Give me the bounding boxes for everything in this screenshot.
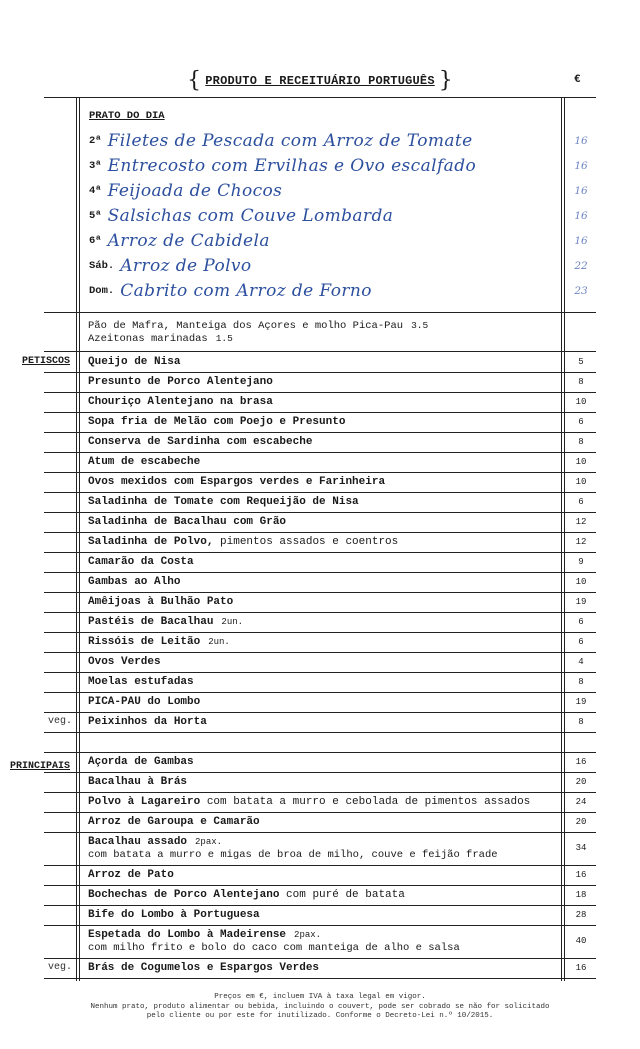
menu-item-quantity: 2un. [208,637,230,647]
menu-item-name [88,356,180,368]
menu-item-title: Saladinha de Tomate com Requeijão de Nisa [88,496,359,508]
menu-item-name [88,676,194,688]
menu-item-price: 12 [575,517,587,527]
menu-item-name [88,596,233,608]
prato-do-dia-price: 16 [574,135,588,147]
currency-symbol: € [574,74,581,86]
menu-item-price: 20 [575,817,587,827]
menu-item-price: 8 [578,677,584,687]
menu-item-title: Bacalhau à Brás [88,776,188,788]
prato-do-dia-item [89,181,282,203]
legal-footer [0,993,640,1022]
prato-do-dia-item [89,131,473,153]
menu-item-price: 16 [575,870,587,880]
menu-title-text: PRODUTO E RECEITUÁRIO PORTUGUÊS [205,74,435,88]
menu-item-subdescription: com milho frito e bolo do caco com manteiga de alho e salsa [88,942,460,954]
menu-item-name [88,636,230,648]
menu-item-name [88,909,260,921]
extra-price: 1.5 [215,333,233,344]
prato-do-dia-dish: Entrecosto com Ervilhas e Ovo escalfado [107,156,477,176]
menu-item-name [88,376,273,388]
prato-do-dia-day: 6ª [89,235,102,247]
menu-item-description: com batata a murro e cebolada de pimentos assados [200,796,531,808]
menu-item-price: 40 [575,936,587,946]
row-rule [44,978,596,979]
row-rule [44,512,596,513]
row-rule [44,492,596,493]
menu-item-price: 6 [578,617,584,627]
menu-item-price: 18 [575,890,587,900]
extra-text: Pão de Mafra, Manteiga dos Açores e molho Pica-Pau [88,320,404,332]
menu-item-name [88,396,273,408]
row-rule [44,452,596,453]
menu-item-title: Sopa fria de Melão com Poejo e Presunto [88,416,346,428]
prato-do-dia-label: PRATO DO DIA [89,110,165,122]
extra-price: 3.5 [411,320,429,331]
menu-item-name [88,616,243,628]
prato-do-dia-item [89,256,252,278]
menu-item-title: Camarão da Costa [88,556,194,568]
menu-item-name [88,756,194,768]
prato-do-dia-day: Sáb. [89,260,115,272]
menu-item-title: Ovos mexidos com Espargos verdes e Farinheira [88,476,386,488]
extra-text: Azeitonas marinadas [88,333,208,345]
row-rule [44,732,596,733]
menu-item-name [88,929,321,941]
menu-item-title: Arroz de Garoupa e Camarão [88,816,260,828]
menu-item-name [88,656,161,668]
prato-do-dia-day: 4ª [89,185,102,197]
menu-item-price: 10 [575,457,587,467]
menu-item-title: Saladinha de Polvo, [88,536,214,548]
row-rule [44,925,596,926]
menu-item-description: pimentos assados e coentros [213,536,399,548]
prato-do-dia-dish: Filetes de Pescada com Arroz de Tomate [107,131,473,151]
menu-item-title: Peixinhos da Horta [88,716,207,728]
menu-item-title: Gambas ao Alho [88,576,181,588]
menu-title [0,68,640,93]
row-rule [44,958,596,959]
menu-item-price: 4 [578,657,584,667]
extra-item [88,320,428,332]
menu-item-name [88,796,530,808]
footer-line-2: Nenhum prato, produto alimentar ou bebida, incluindo o couvert, pode ser cobrado se não for solicitado [90,1002,550,1011]
footer-line-3: pelo cliente ou por este for inutilizado. Conforme o Decreto-Lei n.º 10/2015. [146,1012,494,1020]
menu-item-quantity: 2pax. [195,837,223,847]
prato-do-dia-item [89,281,372,303]
menu-item-name [88,436,312,448]
menu-item-name [88,816,260,828]
menu-item-title: Amêijoas à Bulhão Pato [88,596,234,608]
prato-do-dia-price: 16 [574,235,588,247]
right-double-line-b [564,97,565,981]
menu-item-price: 8 [578,717,584,727]
menu-item-price: 8 [578,437,584,447]
menu-item-name [88,696,200,708]
menu-item-price: 10 [575,577,587,587]
row-rule [44,905,596,906]
brace-open: { [187,68,202,93]
prato-do-dia-day: 2ª [89,135,102,147]
prato-do-dia-price: 16 [574,185,588,197]
menu-item-name [88,836,222,848]
row-rule [44,812,596,813]
prato-do-dia-day: 5ª [89,210,102,222]
row-rule [44,832,596,833]
menu-item-title: Bacalhau assado [88,836,188,848]
row-rule [44,792,596,793]
row-rule [44,572,596,573]
menu-item-name [88,416,345,428]
menu-item-price: 19 [575,697,587,707]
top-rule [44,97,596,98]
brace-close: } [438,68,453,93]
prato-do-dia-dish: Arroz de Polvo [120,256,252,276]
prato-do-dia-dish: Feijoada de Chocos [107,181,283,201]
row-rule [44,472,596,473]
prato-do-dia-price: 22 [574,260,588,272]
prato-do-dia-day: Dom. [89,285,115,297]
menu-item-title: Polvo à Lagareiro [88,796,201,808]
row-rule [44,692,596,693]
menu-item-subdescription: com batata a murro e migas de broa de milho, couve e feijão frade [88,849,498,861]
menu-item-title: Pastéis de Bacalhau [88,616,214,628]
menu-item-price: 10 [575,397,587,407]
prato-do-dia-day: 3ª [89,160,102,172]
prato-do-dia-item [89,156,476,178]
prato-do-dia-dish: Cabrito com Arroz de Forno [120,281,372,301]
menu-item-name [88,776,187,788]
prato-do-dia-price: 16 [574,210,588,222]
principais-label: PRINCIPAIS [10,761,71,772]
row-rule [44,652,596,653]
menu-item-title: Queijo de Nisa [88,356,181,368]
extras-bottom-rule [44,351,596,352]
menu-item-name [88,716,207,728]
menu-item-title: Rissóis de Leitão [88,636,201,648]
menu-item-price: 9 [578,557,584,567]
prato-do-dia-item [89,231,270,253]
menu-item-name [88,556,194,568]
row-rule [44,392,596,393]
menu-item-price: 16 [575,757,587,767]
row-rule [44,592,596,593]
menu-item-title: Arroz de Pato [88,869,174,881]
menu-item-price: 34 [575,843,587,853]
menu-item-price: 28 [575,910,587,920]
menu-item-title: Bife do Lombo à Portuguesa [88,909,260,921]
menu-item-title: Brás de Cogumelos e Espargos Verdes [88,962,320,974]
menu-item-title: Espetada do Lombo à Madeirense [88,929,287,941]
menu-item-name [88,476,385,488]
menu-item-price: 12 [575,537,587,547]
row-rule [44,552,596,553]
menu-item-description: com puré de batata [279,889,405,901]
menu-item-name [88,889,405,901]
row-rule [44,772,596,773]
menu-item-quantity: 2un. [221,617,244,627]
row-rule [44,712,596,713]
menu-item-title: Presunto de Porco Alentejano [88,376,273,388]
row-rule [44,632,596,633]
row-rule [44,865,596,866]
row-rule [44,752,596,753]
menu-item-name [88,496,359,508]
menu-item-quantity: 2pax. [294,930,322,940]
menu-item-price: 6 [578,497,584,507]
footer-line-1: Preços em €, incluem IVA à taxa legal em vigor. [214,993,426,1001]
prato-do-dia-price: 16 [574,160,588,172]
menu-item-price: 5 [578,357,584,367]
menu-item-title: Saladinha de Bacalhau com Grão [88,516,287,528]
menu-item-price: 19 [575,597,587,607]
veg-tag: veg. [48,716,73,727]
row-rule [44,372,596,373]
menu-item-price: 24 [575,797,587,807]
menu-item-price: 6 [578,417,584,427]
menu-item-price: 8 [578,377,584,387]
menu-item-name [88,962,319,974]
menu-item-name [88,456,200,468]
row-rule [44,885,596,886]
prato-do-dia-price: 23 [574,285,588,297]
menu-item-name [88,869,174,881]
left-double-line-b [79,97,80,981]
menu-item-price: 16 [575,963,587,973]
menu-item-price: 10 [575,477,587,487]
menu-item-title: Conserva de Sardinha com escabeche [88,436,313,448]
right-double-line-a [561,97,562,981]
row-rule [44,612,596,613]
prato-do-dia-dish: Salsichas com Couve Lombarda [107,206,394,226]
menu-item-name [88,516,286,528]
menu-item-title: PICA-PAU do Lombo [88,696,201,708]
menu-item-name [88,576,180,588]
prato-do-dia-dish: Arroz de Cabidela [107,231,270,251]
menu-item-title: Moelas estufadas [88,676,194,688]
menu-item-price: 20 [575,777,587,787]
row-rule [44,412,596,413]
left-double-line-a [76,97,77,981]
menu-item-title: Bochechas de Porco Alentejano [88,889,280,901]
row-rule [44,532,596,533]
petiscos-label: PETISCOS [22,356,71,367]
menu-item-title: Chouriço Alentejano na brasa [88,396,273,408]
menu-item-title: Ovos Verdes [88,656,161,668]
menu-item-price: 6 [578,637,584,647]
prato-do-dia-bottom-rule [44,312,596,313]
extra-item [88,333,233,345]
menu-item-title: Açorda de Gambas [88,756,194,768]
row-rule [44,672,596,673]
prato-do-dia-item [89,206,393,228]
veg-tag: veg. [48,962,73,973]
row-rule [44,432,596,433]
menu-item-name [88,536,398,548]
menu-item-title: Atum de escabeche [88,456,201,468]
